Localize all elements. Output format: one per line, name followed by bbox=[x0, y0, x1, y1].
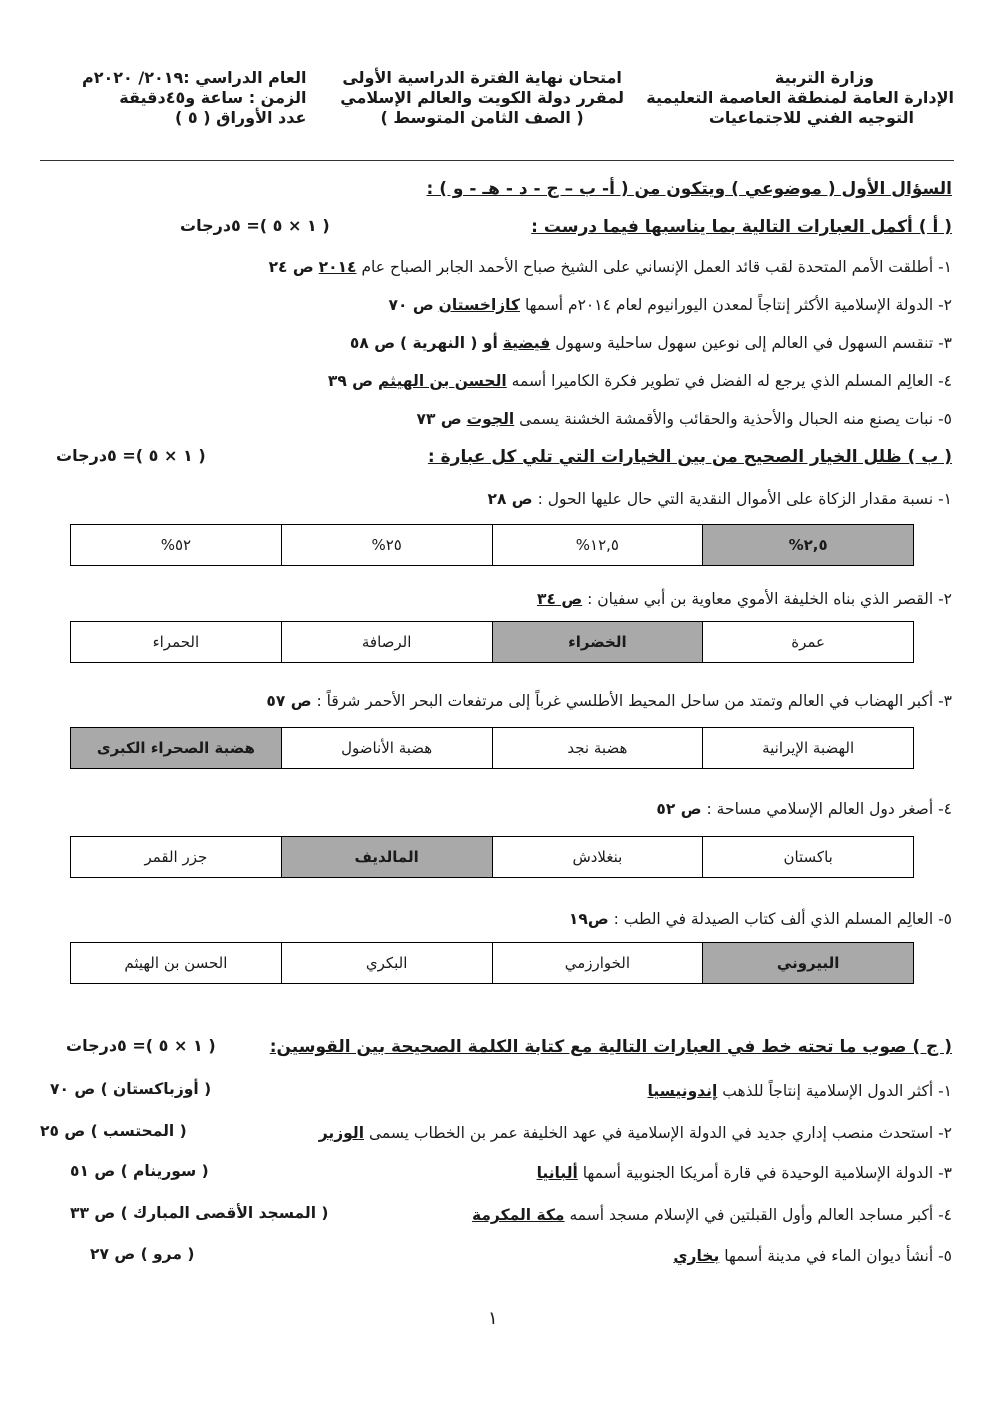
page-number: ١ bbox=[488, 1308, 498, 1329]
option-cell[interactable]: الحسن بن الهيثم bbox=[124, 954, 228, 972]
part-a-title: ( أ ) أكمل العبارات التالية بما يناسبها فيما درست : bbox=[531, 217, 952, 237]
part-b-question-2: ٢- القصر الذي بناه الخليفة الأموي معاوية بن أبي سفيان : ص ٣٤ bbox=[537, 590, 952, 608]
option-cell[interactable]: الهضبة الإيرانية bbox=[702, 728, 913, 768]
option-cell[interactable]: ٥٢% bbox=[160, 536, 192, 554]
exam-title: امتحان نهاية الفترة الدراسية الأولى bbox=[342, 68, 622, 87]
exam-title-block bbox=[340, 68, 624, 128]
part-c-item-1: ١- أكثر الدول الإسلامية إنتاجاً للذهب إندونيسيا bbox=[647, 1082, 952, 1100]
part-c-correction-3: ( سورينام ) ص ٥١ bbox=[70, 1162, 209, 1180]
option-cell[interactable]: الخضراء bbox=[492, 622, 703, 662]
option-cell[interactable]: هضبة نجد bbox=[492, 728, 703, 768]
option-cell[interactable]: ٢٥% bbox=[281, 525, 492, 565]
option-cell[interactable]: ١٢,٥% bbox=[492, 525, 703, 565]
part-b-options-5 bbox=[70, 942, 914, 984]
part-b-options-3 bbox=[70, 727, 914, 769]
ministry-name: وزارة التربية bbox=[774, 68, 874, 87]
part-c-correction-1: ( أوزباكستان ) ص ٧٠ bbox=[50, 1080, 212, 1098]
option-cell[interactable]: الرصافة bbox=[281, 622, 492, 662]
option-cell[interactable]: باكستان bbox=[702, 837, 913, 877]
part-c-item-3: ٣- الدولة الإسلامية الوحيدة في قارة أمريكا الجنوبية أسمها ألبانيا bbox=[536, 1164, 952, 1182]
part-b-options-2 bbox=[70, 621, 914, 663]
part-b-title: ( ب ) ظلل الخيار الصحيح من بين الخيارات التي تلي كل عبارة : bbox=[427, 447, 952, 467]
grade-level: ( الصف الثامن المتوسط ) bbox=[380, 108, 584, 127]
part-c-correction-2: ( المحتسب ) ص ٢٥ bbox=[40, 1122, 187, 1140]
part-b-options-1 bbox=[70, 524, 914, 566]
option-cell[interactable]: هضبة الأناضول bbox=[281, 728, 492, 768]
directorate-name: الإدارة العامة لمنطقة العاصمة التعليمية bbox=[646, 88, 954, 107]
part-c-grade: ( ١ × ٥ )= ٥درجات bbox=[66, 1036, 216, 1055]
part-c-correction-5: ( مرو ) ص ٢٧ bbox=[90, 1245, 195, 1263]
option-cell[interactable]: بنغلادش bbox=[492, 837, 703, 877]
part-b-question-5: ٥- العالِم المسلم الذي ألف كتاب الصيدلة في الطب : ص١٩ bbox=[568, 910, 952, 928]
part-b-question-1: ١- نسبة مقدار الزكاة على الأموال النقدية التي حال عليها الحول : ص ٢٨ bbox=[487, 490, 952, 508]
part-b-options-4 bbox=[70, 836, 914, 878]
part-a-item-3: ٣- تنقسم السهول في العالم إلى نوعين سهول ساحلية وسهول فيضية أو ( النهرية ) ص ٥٨ bbox=[349, 334, 952, 352]
part-a-grade: ( ١ × ٥ )= ٥درجات bbox=[180, 216, 330, 235]
part-a-item-4: ٤- العالِم المسلم الذي يرجع له الفضل في تطوير فكرة الكاميرا أسمه الحسن بن الهيثم ص ٣٩ bbox=[327, 372, 952, 390]
part-a-item-1: ١- أطلقت الأمم المتحدة لقب قائد العمل الإنساني على الشيخ صباح الأحمد الجابر الصباح عام ٢٠١٤ ص ٢٤ bbox=[268, 258, 952, 276]
option-cell[interactable]: البكري bbox=[281, 943, 492, 983]
option-cell[interactable]: البيروني bbox=[702, 943, 913, 983]
option-cell[interactable]: جزر القمر bbox=[144, 848, 208, 866]
part-b-question-4: ٤- أصغر دول العالم الإسلامي مساحة : ص ٥٢ bbox=[656, 800, 952, 818]
option-cell[interactable]: الحمراء bbox=[152, 633, 200, 651]
part-b-question-3: ٣- أكبر الهضاب في العالم وتمتد من ساحل المحيط الأطلسي غرباً إلى مرتفعات البحر الأحمر شرقاً : ص ٥٧ bbox=[266, 692, 952, 710]
question-1-title: السؤال الأول ( موضوعي ) ويتكون من ( أ- ب – ج - د - هـ - و ) : bbox=[426, 179, 952, 199]
academic-year: العام الدراسي :٢٠١٩/ ٢٠٢٠م bbox=[82, 68, 307, 87]
part-a-item-2: ٢- الدولة الإسلامية الأكثر إنتاجاً لمعدن اليورانيوم لعام ٢٠١٤م أسمها كازاخستان ص ٧٠ bbox=[388, 296, 952, 314]
part-c-item-5: ٥- أنشأ ديوان الماء في مدينة أسمها بخاري bbox=[673, 1247, 952, 1265]
option-cell[interactable]: المالديف bbox=[281, 837, 492, 877]
option-cell[interactable]: عمرة bbox=[702, 622, 913, 662]
part-c-item-4: ٤- أكبر مساجد العالم وأول القبلتين في الإسلام مسجد أسمه مكة المكرمة bbox=[471, 1206, 952, 1224]
exam-info-block bbox=[82, 68, 306, 128]
option-cell[interactable]: هضبة الصحراء الكبرى bbox=[71, 728, 281, 768]
department-name: التوجيه الفني للاجتماعيات bbox=[708, 108, 914, 127]
course-name: لمقرر دولة الكويت والعالم الإسلامي bbox=[340, 88, 624, 107]
part-c-title: ( ج ) صوب ما تحته خط في العبارات التالية مع كتابة الكلمة الصحيحة بين القوسين: bbox=[269, 1037, 952, 1057]
ministry-header bbox=[646, 68, 954, 128]
part-a-item-5: ٥- نبات يصنع منه الحبال والأحذية والحقائب والأقمشة الخشنة يسمى الجوت ص ٧٣ bbox=[416, 410, 952, 428]
exam-duration: الزمن : ساعة و٤٥دقيقة bbox=[119, 88, 307, 107]
part-c-item-2: ٢- استحدث منصب إداري جديد في الدولة الإسلامية في عهد الخليفة عمر بن الخطاب يسمى الوزير bbox=[318, 1124, 952, 1142]
part-b-grade: ( ١ × ٥ )= ٥درجات bbox=[56, 446, 206, 465]
option-cell[interactable]: الخوارزمي bbox=[492, 943, 703, 983]
header-divider bbox=[40, 160, 954, 161]
part-c-correction-4: ( المسجد الأقصى المبارك ) ص ٣٣ bbox=[70, 1204, 329, 1222]
page-count: عدد الأوراق ( ٥ ) bbox=[175, 108, 307, 127]
option-cell[interactable]: ٢,٥% bbox=[702, 525, 913, 565]
